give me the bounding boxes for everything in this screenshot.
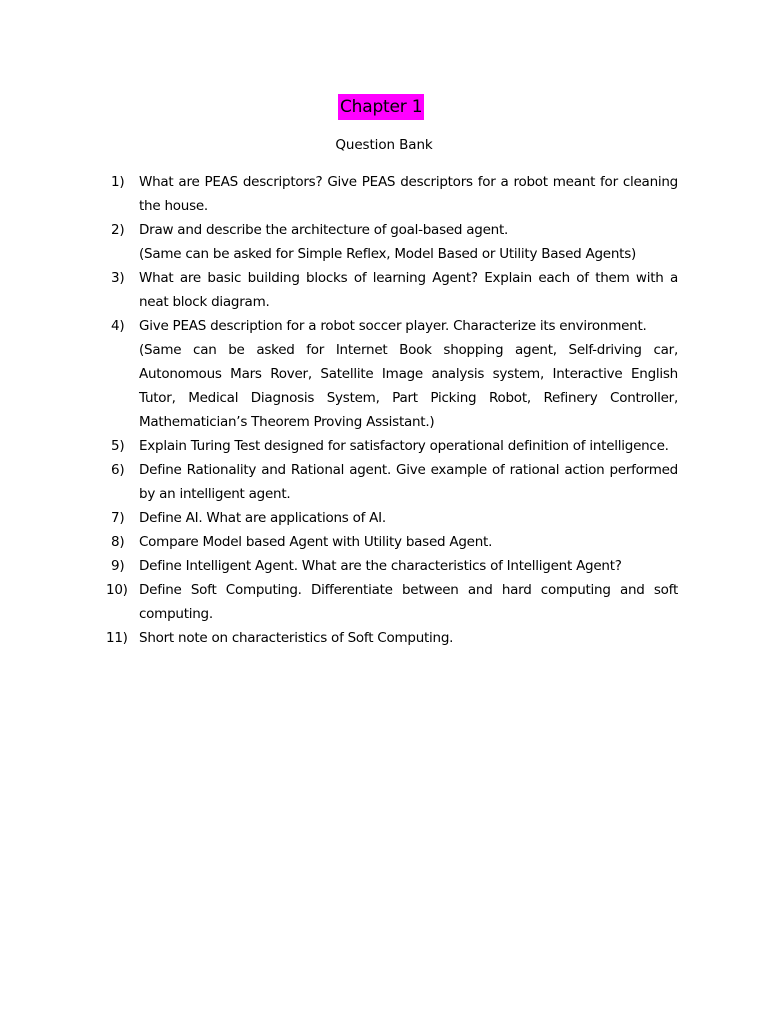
- question-number: 6): [111, 462, 125, 478]
- question-item: [106, 458, 678, 506]
- question-text: Define Intelligent Agent. What are the characteristics of Intelligent Agent?: [139, 558, 622, 574]
- question-note: (Same can be asked for Internet Book shopping agent, Self-driving car, Autonomous Mars Rover, Satellite Image analysis system, Interactive English Tutor, Medical Diagnosis System, Part Picking Robot, Refinery Controller, Mathematician’s Theorem Proving Assistant.): [139, 342, 678, 430]
- question-number: 1): [111, 174, 125, 190]
- question-text: Define Soft Computing. Differentiate between and hard computing and soft computing.: [139, 582, 678, 622]
- question-item: [106, 266, 678, 314]
- question-number: 3): [111, 270, 125, 286]
- chapter-title: Chapter 1: [338, 94, 424, 120]
- question-text: What are basic building blocks of learning Agent? Explain each of them with a neat block diagram.: [139, 270, 678, 310]
- question-item: [106, 314, 678, 434]
- question-text: Short note on characteristics of Soft Computing.: [139, 630, 454, 646]
- question-number: 8): [111, 534, 125, 550]
- question-number: 5): [111, 438, 125, 454]
- question-number: 9): [111, 558, 125, 574]
- question-item: [106, 170, 678, 218]
- question-item: [106, 434, 678, 458]
- question-bank-heading: Question Bank: [335, 137, 433, 153]
- question-item: [106, 218, 678, 266]
- question-number: 7): [111, 510, 125, 526]
- question-number: 10): [106, 582, 128, 598]
- question-text: Define Rationality and Rational agent. Give example of rational action performed by an intelligent agent.: [139, 462, 678, 502]
- question-item: [106, 578, 678, 626]
- question-number: 4): [111, 318, 125, 334]
- question-text: Compare Model based Agent with Utility based Agent.: [139, 534, 493, 550]
- question-item: [106, 554, 678, 578]
- question-item: [106, 506, 678, 530]
- question-list: [106, 170, 678, 650]
- question-text: Draw and describe the architecture of goal-based agent.: [139, 222, 509, 238]
- question-number: 2): [111, 222, 125, 238]
- question-text: Define AI. What are applications of AI.: [139, 510, 386, 526]
- question-number: 11): [106, 630, 128, 646]
- question-item: [106, 530, 678, 554]
- question-text: What are PEAS descriptors? Give PEAS descriptors for a robot meant for cleaning the house.: [139, 174, 678, 214]
- question-text: Give PEAS description for a robot soccer player. Characterize its environment.: [139, 318, 647, 334]
- question-text: Explain Turing Test designed for satisfactory operational definition of intelligence.: [139, 438, 669, 454]
- question-item: [106, 626, 678, 650]
- question-note: (Same can be asked for Simple Reflex, Model Based or Utility Based Agents): [139, 246, 636, 262]
